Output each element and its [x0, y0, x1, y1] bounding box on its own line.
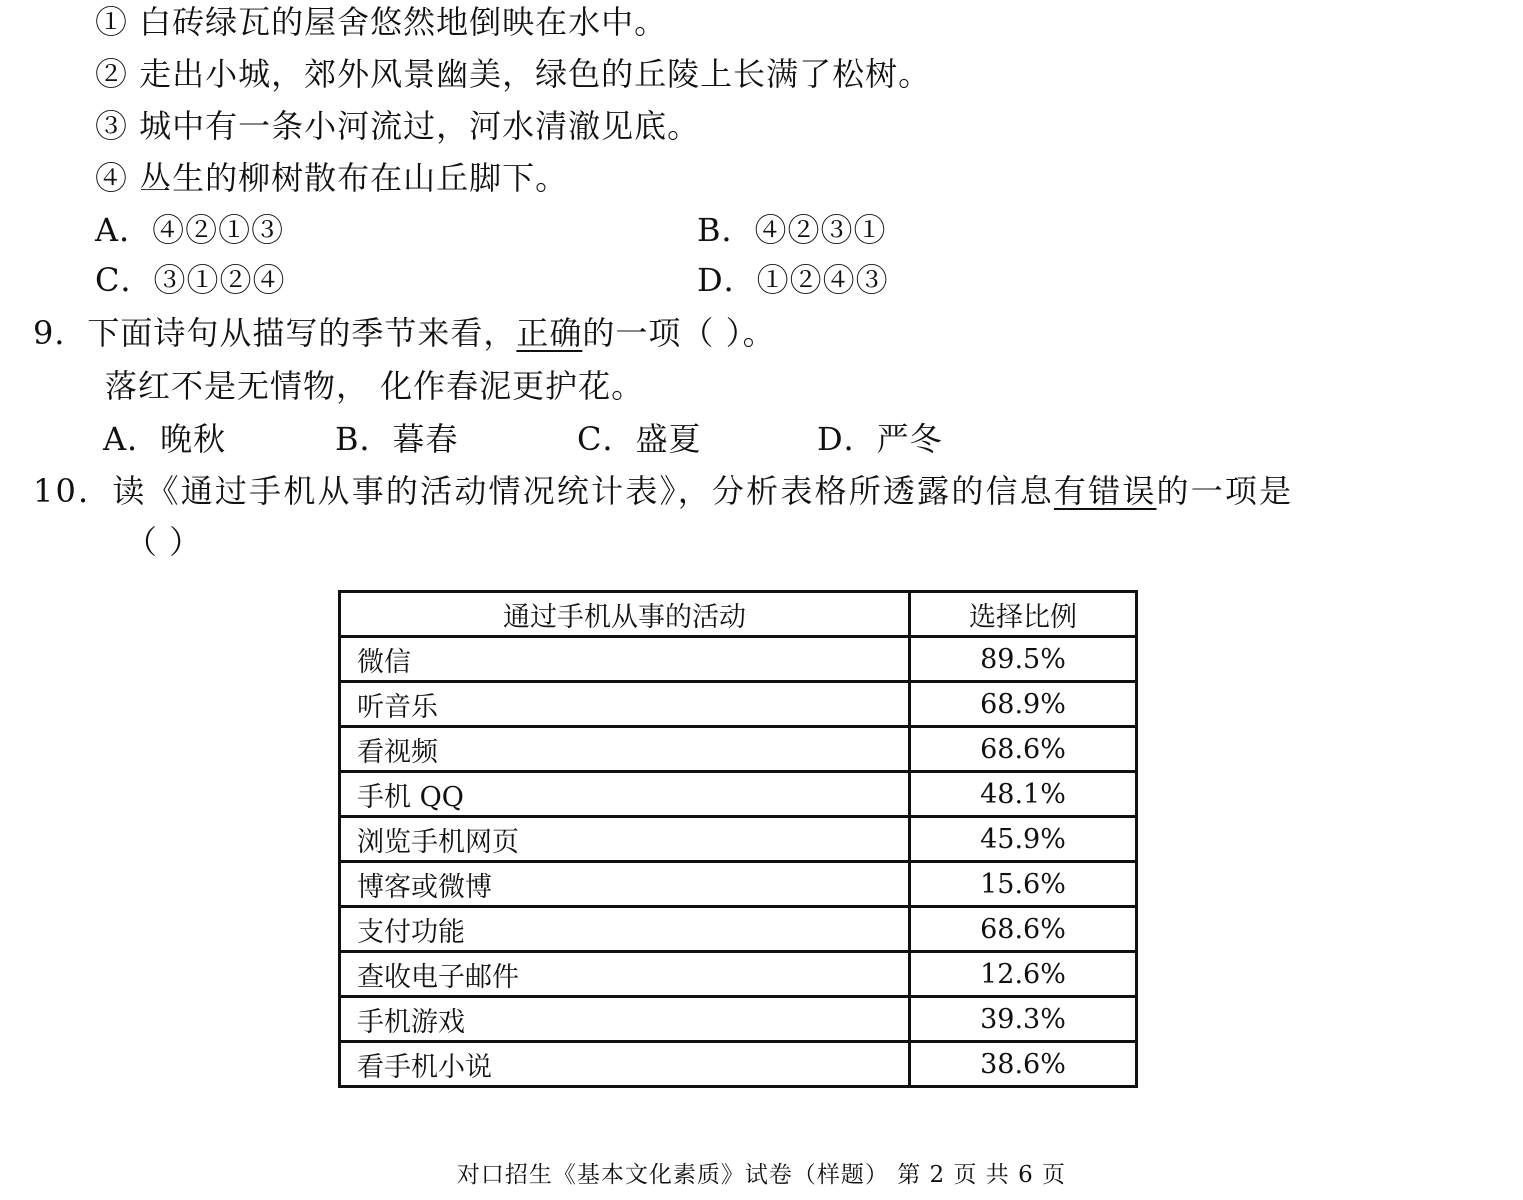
q9-stem-after: 的一项（ ）。: [582, 314, 776, 352]
page-footer: 对口招生《基本文化素质》试卷（样题） 第 2 页 共 6 页: [456, 1162, 1067, 1188]
activity-cell: 博客或微博: [340, 862, 910, 907]
q9-option-d: D．严冬: [817, 420, 943, 458]
q8-option-c: C．③①②④: [95, 261, 286, 299]
q9-stem-underlined: 正确: [516, 314, 583, 352]
ratio-cell: 38.6%: [910, 1042, 1137, 1087]
activity-cell: 查收电子邮件: [340, 952, 910, 997]
table-row: [340, 817, 1137, 862]
q9-option-a: A．晚秋: [103, 420, 227, 458]
header-ratio: 选择比例: [910, 592, 1137, 637]
ratio-cell: 68.6%: [910, 727, 1137, 772]
activity-cell: 微信: [340, 637, 910, 682]
activity-cell: 手机 QQ: [340, 772, 910, 817]
activity-stats-table: [338, 590, 1138, 1088]
table-row: [340, 637, 1137, 682]
q9-stem-before: 9．下面诗句从描写的季节来看，: [33, 314, 517, 352]
q10-stem-after: 的一项是: [1156, 472, 1294, 510]
table-row: [340, 772, 1137, 817]
table-row: [340, 997, 1137, 1042]
ratio-cell: 48.1%: [910, 772, 1137, 817]
table-header-row: [340, 592, 1137, 637]
q8-option-b: B．④②③①: [697, 211, 887, 249]
ratio-cell: 15.6%: [910, 862, 1137, 907]
activity-cell: 支付功能: [340, 907, 910, 952]
header-activity: 通过手机从事的活动: [340, 592, 910, 637]
q9-stem: [33, 313, 776, 353]
activity-cell: 浏览手机网页: [340, 817, 910, 862]
activity-cell: 看视频: [340, 727, 910, 772]
ratio-cell: 12.6%: [910, 952, 1137, 997]
ratio-cell: 45.9%: [910, 817, 1137, 862]
q8-option-d: D．①②④③: [697, 261, 889, 299]
ratio-cell: 39.3%: [910, 997, 1137, 1042]
activity-cell: 手机游戏: [340, 997, 910, 1042]
q8-sentence-1: ① 白砖绿瓦的屋舍悠然地倒映在水中。: [95, 3, 668, 41]
activity-cell: 听音乐: [340, 682, 910, 727]
q9-option-c: C．盛夏: [577, 420, 702, 458]
q8-sentence-4: ④ 丛生的柳树散布在山丘脚下。: [95, 159, 569, 197]
q10-answer-paren: （ ）: [125, 523, 203, 561]
ratio-cell: 68.6%: [910, 907, 1137, 952]
table-row: [340, 1042, 1137, 1087]
q10-stem-underlined: 有错误: [1053, 472, 1157, 510]
q10-stem: [33, 471, 1293, 511]
ratio-cell: 68.9%: [910, 682, 1137, 727]
q8-sentence-3: ③ 城中有一条小河流过，河水清澈见底。: [95, 107, 701, 145]
table-row: [340, 727, 1137, 772]
table-row: [340, 907, 1137, 952]
q10-stem-before: 10．读《通过手机从事的活动情况统计表》，分析表格所透露的信息: [33, 472, 1054, 510]
table-row: [340, 952, 1137, 997]
activity-cell: 看手机小说: [340, 1042, 910, 1087]
table-row: [340, 682, 1137, 727]
ratio-cell: 89.5%: [910, 637, 1137, 682]
q9-poem: 落红不是无情物， 化作春泥更护花。: [105, 367, 645, 405]
table-row: [340, 862, 1137, 907]
q9-option-b: B．暮春: [335, 420, 459, 458]
q8-sentence-2: ② 走出小城，郊外风景幽美，绿色的丘陵上长满了松树。: [95, 55, 932, 93]
q8-option-a: A．④②①③: [95, 211, 285, 249]
